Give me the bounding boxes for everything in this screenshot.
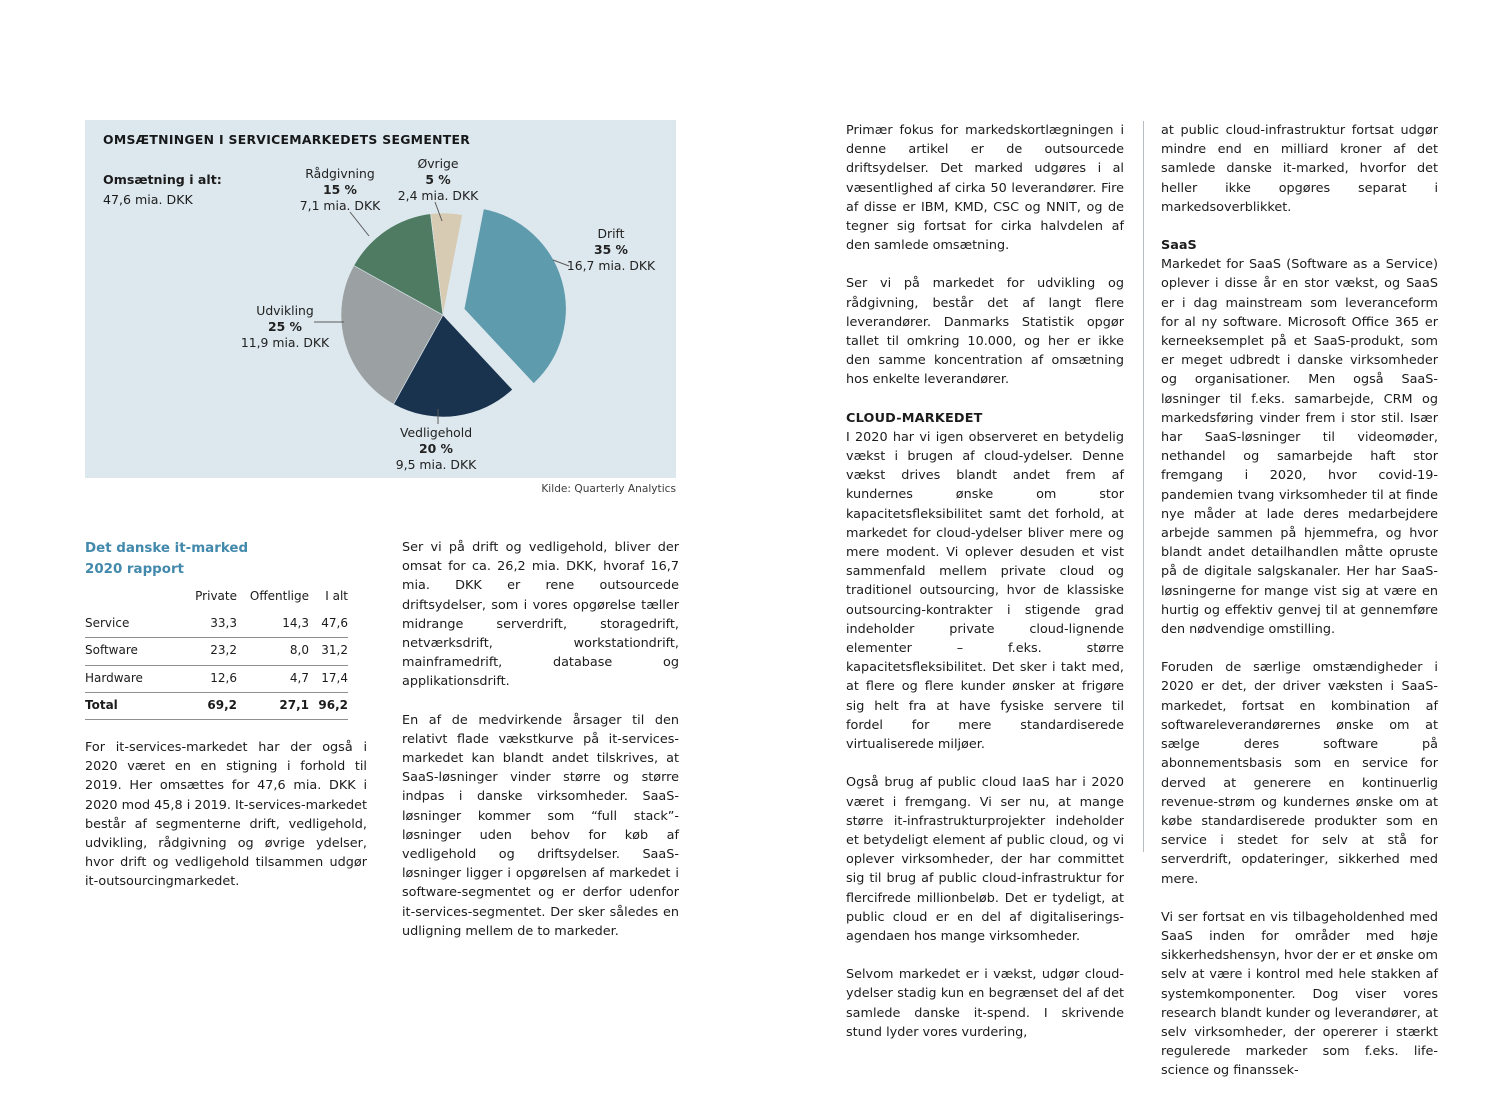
cell: 96,2 bbox=[309, 692, 348, 719]
slice-name: Rådgivning bbox=[305, 166, 375, 181]
chart-total-label: Omsætning i alt: bbox=[103, 172, 222, 187]
subheading-saas: SaaS bbox=[1161, 238, 1197, 254]
chart-source-note: Kilde: Quarterly Analytics bbox=[541, 483, 676, 495]
slice-value: 16,7 mia. DKK bbox=[566, 258, 656, 273]
slice-value: 11,9 mia. DKK bbox=[240, 335, 330, 350]
cell: 8,0 bbox=[237, 638, 309, 665]
pie-label-drift bbox=[546, 226, 676, 274]
cell: 47,6 bbox=[309, 611, 348, 638]
cell: 27,1 bbox=[237, 692, 309, 719]
paragraph: Markedet for SaaS (Software as a Service) oplever i disse år en stor vækst, og SaaS er i dag mainstream som leveranceform for al ny software. Microsoft Office 365 er kerneeksemplet på et SaaS-produkt, som er meget udbredt i danske virksomheder og organisationer. Men også SaaS-løsninger til f.eks. samarbejde, CRM og markedsføring vinder frem i stor stil. Især har SaaS-løsninger til videomøder, nethandel og samarbejde haft stor fremgang i 2020, hvor covid-19-pandemien tvang virksomheder til at finde nye måder at lade deres medarbejdere arbejde sammen på hjemmefra, og hvor blandt andet detailhandlen måtte opruste på de digitale salgskanaler. Her har SaaS-løsningerne for mange vist sig at være en hurtig og effektiv genvej til at gennemføre den nødvendige omstilling. bbox=[1161, 257, 1438, 638]
revenue-segments-chart-panel bbox=[85, 120, 676, 478]
slice-name: Øvrige bbox=[417, 156, 459, 171]
row-label: Total bbox=[85, 692, 185, 719]
slice-name: Udvikling bbox=[256, 303, 314, 318]
slice-value: 7,1 mia. DKK bbox=[299, 198, 381, 213]
cell: 69,2 bbox=[185, 692, 237, 719]
table-row bbox=[85, 665, 348, 692]
slice-percent: 20 % bbox=[419, 441, 453, 456]
pie-label-udvikling bbox=[220, 303, 350, 351]
slice-percent: 5 % bbox=[425, 172, 451, 187]
paragraph: Foruden de særlige omstændigheder i 2020 er det, der driver væksten i SaaS-markedet, fortsat en kombination af softwareleverandørernes ønske om at sælge deres software på abonnementsbasis som en service for derved at generere en kontinuerlig revenue-strøm og kundernes ønske om at købe standardiserede produkter som en service i stedet for selv at stå for serverdrift, opdateringer, sikkerhed med mere. bbox=[1161, 660, 1438, 887]
heading-line-1: Det danske it-marked bbox=[85, 541, 249, 556]
table-section-heading bbox=[85, 538, 367, 580]
cell: 17,4 bbox=[309, 665, 348, 692]
column-services-text bbox=[402, 538, 679, 960]
pie-label-ovrige bbox=[373, 156, 503, 204]
cell: 14,3 bbox=[237, 611, 309, 638]
paragraph: Også brug af public cloud IaaS har i 2020 været i fremgang. Vi ser nu, at mange større it-infrastrukturprojekter indeholder et betydeligt element af public cloud, og vi oplever virksomheder, der har committet sig til brug af public cloud-infrastruktur for flercifrede millionbeløb. Det er tydeligt, at public cloud er en del af digitaliserings-agendaen hos mange virksomheder. bbox=[846, 775, 1124, 944]
slice-name: Drift bbox=[597, 226, 625, 241]
cell: 33,3 bbox=[185, 611, 237, 638]
paragraph: Vi ser fortsat en vis tilbageholdenhed med SaaS inden for områder med høje sikkerhedshensyn, hvor der er et ønske om selv at være i kontrol med hele stakken af systemkomponenter. Dog viser vores research blandt kunder og leverandører, at selv virksomheder, der opererer i stærkt regulerede markeder som f.eks. life-science og finanssek- bbox=[1161, 909, 1438, 1079]
paragraph: Selvom markedet er i vækst, udgør cloud-ydelser stadig kun en begrænset del af det samlede danske it-spend. I skrivende stund lyder vores vurdering, bbox=[846, 967, 1124, 1040]
table-header-row bbox=[85, 585, 348, 611]
heading-line-2: 2020 rapport bbox=[85, 562, 184, 577]
cell: 12,6 bbox=[185, 665, 237, 692]
row-label: Service bbox=[85, 611, 185, 638]
it-market-table bbox=[85, 585, 348, 720]
cell: 4,7 bbox=[237, 665, 309, 692]
chart-title: OMSÆTNINGEN I SERVICEMARKEDETS SEGMENTER bbox=[103, 132, 471, 147]
table-total-row bbox=[85, 692, 348, 719]
paragraph: Primær fokus for markedskortlægningen i denne artikel er de outsourcede driftsydelser. Det marked udgøres i al væsentlighed af cirka 50 leverandører. Fire af disse er IBM, KMD, CSC og NNIT, og de tegner sig fortsat for cirka halvdelen af den samlede omsætning. bbox=[846, 123, 1124, 254]
pie-label-vedligehold bbox=[371, 425, 501, 473]
col-header-private: Private bbox=[195, 589, 237, 603]
row-label: Hardware bbox=[85, 665, 185, 692]
paragraph: Ser vi på drift og vedligehold, bliver der omsat for ca. 26,2 mia. DKK, hvoraf 16,7 mia. DKK er rene outsourcede driftsydelser, som i vores opgørelse tæller midrange serverdrift, storagedrift, netværksdrift, workstationdrift, mainframedrift, database og applikationsdrift. bbox=[402, 540, 679, 690]
slice-name: Vedligehold bbox=[399, 425, 473, 440]
cell: 31,2 bbox=[309, 638, 348, 665]
col-header-offentlige: Offentlige bbox=[249, 589, 309, 603]
cell: 23,2 bbox=[185, 638, 237, 665]
column-saas-text bbox=[1161, 121, 1438, 1100]
table-row bbox=[85, 611, 348, 638]
paragraph: Ser vi på markedet for udvikling og rådgivning, består det af langt flere leverandører. Danmarks Statistik opgør tallet til omkring 10.000, og her er ikke den samme koncentration af omsætning hos enkelte leverandører. bbox=[846, 276, 1124, 388]
column-divider bbox=[1143, 121, 1144, 852]
chart-total-value: 47,6 mia. DKK bbox=[103, 192, 193, 207]
col-header-ialt: I alt bbox=[325, 589, 348, 603]
paragraph: En af de medvirkende årsager til den relativt flade vækstkurve på it-services-markedet kan blandt andet tilskrives, at SaaS-løsninger vinder større og større indpas i danske virksomheder. SaaS-løsninger kommer som “full stack”-løsninger uden behov for køb af vedligehold og driftsydelser. SaaS-løsninger ligger i opgørelsen af markedet i software-segmentet og er derfor udenfor it-services-segmentet. Der sker således en udligning mellem de to markeder. bbox=[402, 712, 679, 939]
paragraph: For it-services-markedet har der også i 2020 været en en stigning i forhold til 2019. Her omsættes for 47,6 mia. DKK i 2020 mod 45,8 i 2019. It-services-markedet består af segmenterne drift, vedligehold, udvikling, rådgivning og øvrige ydelser, hvor drift og vedligehold tilsammen udgør it-outsourcingmarkedet. bbox=[85, 740, 367, 890]
paragraph: at public cloud-infrastruktur fortsat udgør mindre end en milliard kroner af det samlede danske it-marked, hvorfor det heller ikke opgøres separat i markedsoverblikket. bbox=[1161, 123, 1438, 215]
slice-percent: 25 % bbox=[268, 319, 302, 334]
col-header-empty bbox=[85, 585, 185, 611]
slice-value: 2,4 mia. DKK bbox=[397, 188, 479, 203]
column-market-table bbox=[85, 538, 367, 911]
subheading-cloud-markedet: CLOUD-MARKEDET bbox=[846, 410, 983, 426]
leader-line-radgivning bbox=[350, 212, 369, 236]
table-row bbox=[85, 638, 348, 665]
slice-percent: 15 % bbox=[323, 182, 357, 197]
column-cloud-text bbox=[846, 121, 1124, 1061]
paragraph: I 2020 har vi igen observeret en betydelig vækst i brugen af cloud-ydelser. Denne vækst drives blandt andet frem af kundernes ønske om stor kapacitetsfleksibilitet samt det forhold, at markedet for cloud-ydelser bliver mere og mere modent. Vi oplever desuden et vist sammenfald mellem private cloud og traditionel outsourcing, hvor de klassiske outsourcing-kontrakter i stigende grad indeholder private cloud-lignende elementer – f.eks. større kapacitetsfleksibilitet. Det sker i takt med, at flere og flere kunder ønsker at frigøre sig helt fra at have fysiske servere til fordel for mere standardiserede virtualiserede miljøer. bbox=[846, 429, 1124, 753]
slice-value: 9,5 mia. DKK bbox=[395, 457, 477, 472]
row-label: Software bbox=[85, 638, 185, 665]
slice-percent: 35 % bbox=[594, 242, 628, 257]
